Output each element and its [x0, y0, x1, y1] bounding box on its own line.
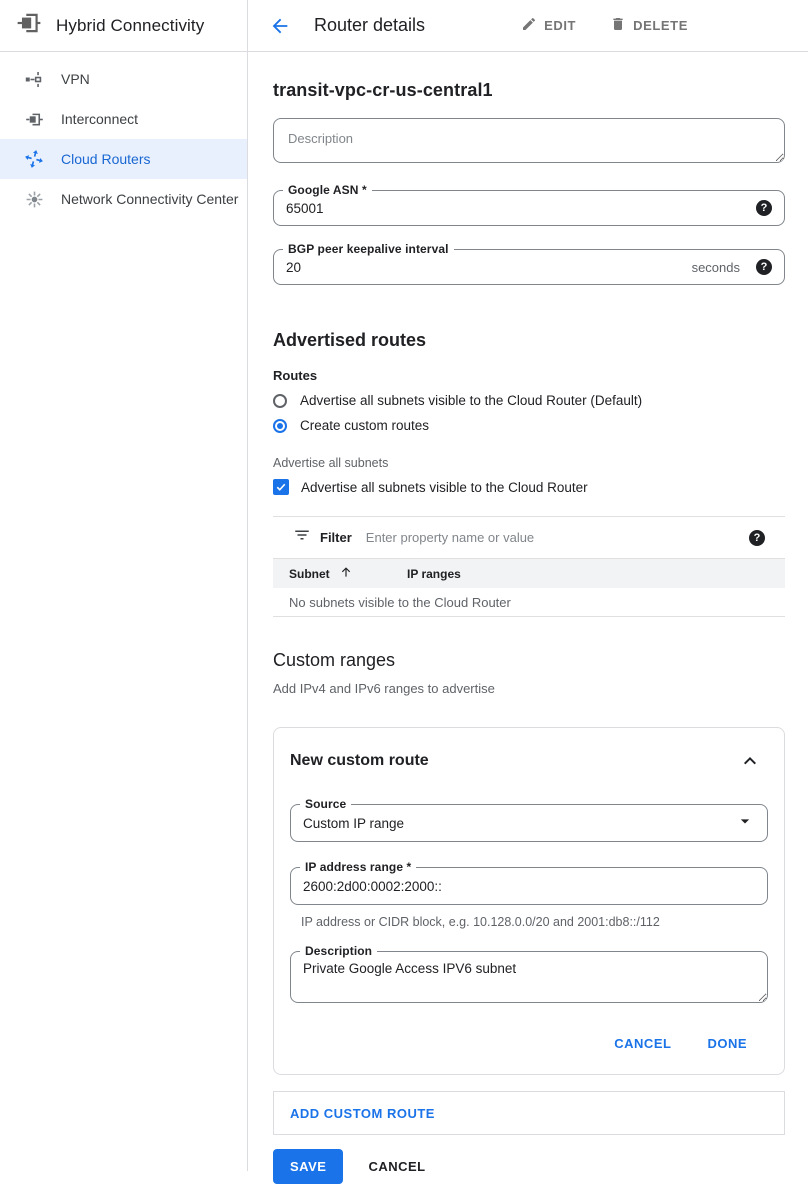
router-form — [248, 80, 808, 1184]
description-textarea[interactable] — [273, 118, 785, 163]
route-description-textarea[interactable] — [291, 952, 767, 1002]
sidebar-item-label: Cloud Routers — [61, 151, 151, 167]
sidebar-item-network-connectivity-center[interactable] — [0, 179, 247, 219]
help-icon[interactable]: ? — [756, 200, 772, 216]
trash-icon — [610, 16, 626, 35]
help-icon[interactable]: ? — [756, 259, 772, 275]
ip-address-range-label: IP address range * — [300, 860, 416, 875]
custom-ranges-subheading: Add IPv4 and IPv6 ranges to advertise — [273, 681, 495, 696]
sidebar-item-interconnect[interactable] — [0, 99, 247, 139]
sidebar-item-vpn[interactable] — [0, 59, 247, 99]
interconnect-icon — [24, 109, 44, 129]
sidebar-header — [0, 0, 247, 52]
hybrid-connectivity-icon — [16, 10, 42, 41]
cloud-routers-icon — [24, 149, 44, 169]
edit-button-label: EDIT — [544, 18, 577, 33]
edit-button[interactable] — [521, 16, 576, 35]
bgp-keepalive-suffix: seconds — [691, 259, 740, 275]
sidebar-nav — [0, 52, 247, 219]
new-custom-route-card — [273, 727, 785, 1075]
main-panel — [248, 0, 808, 1174]
radio-advertise-all-default[interactable] — [273, 393, 785, 408]
card-actions — [290, 1036, 768, 1051]
cancel-route-button[interactable]: CANCEL — [614, 1036, 672, 1051]
chevron-up-icon[interactable] — [738, 749, 762, 773]
radio-create-custom-routes[interactable] — [273, 418, 785, 433]
sidebar — [0, 0, 248, 1171]
page-header-title: Router details — [314, 15, 426, 35]
router-name-title: transit-vpc-cr-us-central1 — [273, 80, 493, 100]
table-empty-state: No subnets visible to the Cloud Router — [273, 588, 785, 617]
column-header-ip-ranges[interactable]: IP ranges — [407, 566, 461, 581]
done-route-button[interactable]: DONE — [707, 1036, 747, 1051]
source-label: Source — [300, 797, 351, 812]
radio-selected-icon — [273, 419, 287, 433]
sidebar-item-label: Interconnect — [61, 111, 139, 127]
checkbox-label: Advertise all subnets visible to the Cloud Router — [301, 479, 588, 495]
card-header — [290, 749, 768, 773]
table-header-row — [273, 559, 785, 588]
bgp-keepalive-label: BGP peer keepalive interval — [283, 242, 454, 257]
checkbox-checked-icon — [273, 479, 289, 495]
custom-ranges-heading: Custom ranges — [273, 650, 396, 670]
advertise-all-subnets-checkbox-row[interactable] — [273, 479, 785, 495]
filter-input[interactable] — [366, 530, 740, 545]
filter-label: Filter — [320, 530, 352, 545]
sidebar-item-label: Network Connectivity Center — [61, 191, 239, 207]
google-asn-input[interactable] — [286, 201, 756, 216]
add-custom-route-button[interactable] — [273, 1091, 785, 1135]
ip-address-range-field — [290, 860, 768, 905]
sort-ascending-icon — [339, 565, 353, 582]
source-select[interactable] — [290, 797, 768, 842]
radio-label: Create custom routes — [300, 418, 430, 433]
radio-label: Advertise all subnets visible to the Cloud Router (Default) — [300, 393, 643, 408]
form-actions — [273, 1149, 785, 1184]
network-connectivity-center-icon — [24, 189, 44, 209]
subnet-column-label: Subnet — [289, 566, 330, 581]
bgp-keepalive-input[interactable] — [286, 260, 692, 275]
advertise-all-subnets-label: Advertise all subnets — [273, 456, 389, 470]
vpn-icon — [24, 69, 44, 89]
filter-icon — [293, 526, 311, 549]
routes-label: Routes — [273, 368, 318, 383]
dropdown-caret-icon — [735, 811, 755, 836]
topbar — [248, 0, 808, 52]
sidebar-item-label: VPN — [61, 71, 90, 87]
google-asn-field — [273, 183, 785, 226]
sidebar-item-cloud-routers[interactable] — [0, 139, 247, 179]
pencil-icon — [521, 16, 537, 35]
cancel-button[interactable]: CANCEL — [368, 1159, 426, 1174]
add-custom-route-label: ADD CUSTOM ROUTE — [290, 1105, 435, 1121]
google-asn-label: Google ASN * — [283, 183, 372, 198]
ip-address-range-input[interactable] — [303, 879, 755, 894]
back-arrow-icon[interactable] — [269, 14, 293, 38]
subnet-table — [273, 516, 785, 617]
help-icon[interactable]: ? — [749, 530, 765, 546]
filter-bar — [273, 517, 785, 559]
route-description-label: Description — [300, 944, 377, 959]
delete-button[interactable] — [610, 16, 688, 35]
card-title: New custom route — [290, 752, 429, 769]
sidebar-title: Hybrid Connectivity — [56, 15, 205, 35]
delete-button-label: DELETE — [633, 18, 688, 33]
advertised-routes-heading: Advertised routes — [273, 330, 427, 350]
bgp-keepalive-field — [273, 242, 785, 285]
source-value: Custom IP range — [303, 815, 405, 831]
radio-unselected-icon — [273, 394, 287, 408]
route-description-field — [290, 944, 768, 1003]
column-header-subnet[interactable] — [273, 565, 407, 582]
save-button[interactable]: SAVE — [273, 1149, 343, 1184]
ip-range-hint: IP address or CIDR block, e.g. 10.128.0.0/20 and 2001:db8::/112 — [301, 915, 660, 929]
